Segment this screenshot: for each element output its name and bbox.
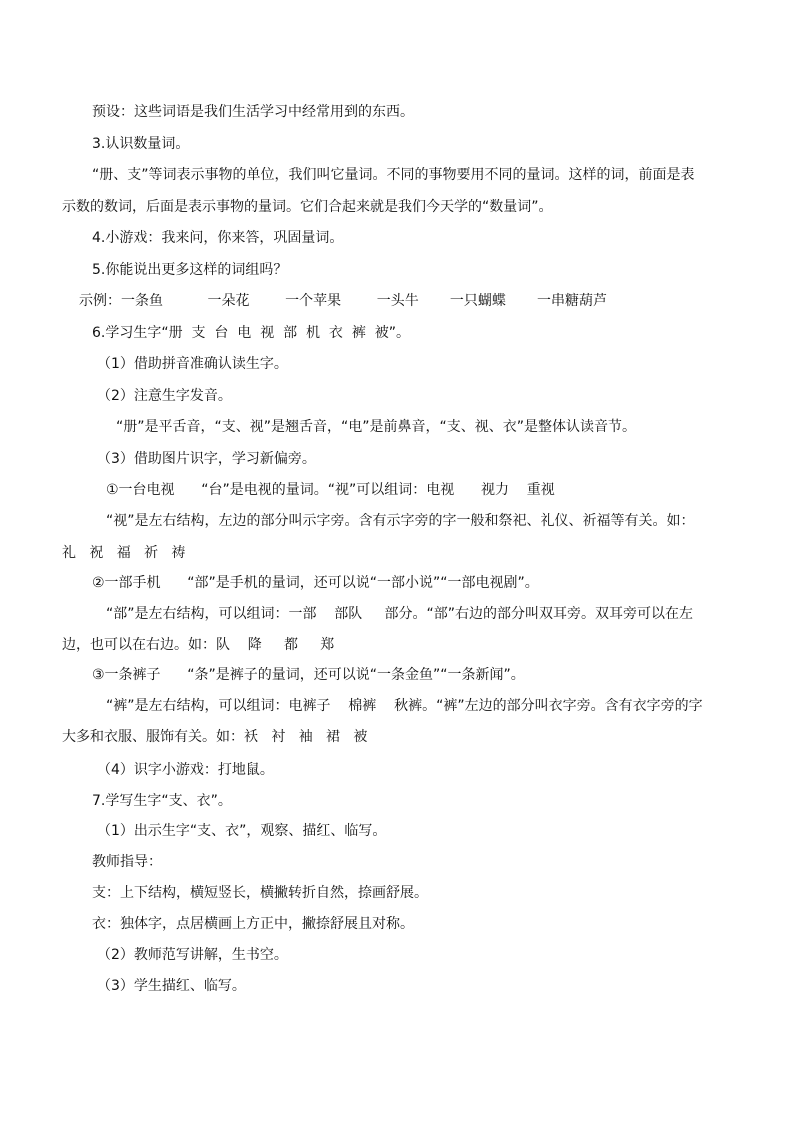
text-line-17: “部”是左右结构，可以组词：一部 部队 部分。“部”右边的部分叫双耳旁。双耳旁可以在左 (106, 606, 694, 622)
text-line-4: 示数的数词，后面是表示事物的量词。它们合起来就是我们今天学的“数量词”。 (62, 199, 553, 215)
text-line-14: “视”是左右结构，左边的部分叫示字旁。含有示字旁的字一般和祭祀、礼仪、祈福等有关。如： (106, 513, 695, 529)
text-line-2: 3.认识数量词。 (92, 136, 190, 152)
text-line-7: 示例：一条鱼 一朵花 一个苹果 一头牛 一只蝴蝶 一串糖葫芦 (79, 293, 608, 309)
text-line-13: ①一台电视 “台”是电视的量词。“视”可以组词：电视 视力 重视 (106, 482, 555, 498)
text-line-8: 6.学习生字“册 支 台 电 视 部 机 衣 裤 被”。 (92, 325, 410, 341)
text-line-22: （4）识字小游戏：打地鼠。 (97, 762, 274, 778)
text-line-25: 教师指导： (92, 854, 162, 870)
text-line-10: （2）注意生字发音。 (97, 388, 232, 404)
text-line-28: （2）教师范写讲解，生书空。 (97, 947, 288, 963)
text-line-26: 支：上下结构，横短竖长，横撇转折自然，捺画舒展。 (92, 885, 428, 901)
text-line-20: “裤”是左右结构，可以组词：电裤子 棉裤 秋裤。“裤”左边的部分叫衣字旁。含有衣字旁的字 (106, 698, 703, 714)
text-line-11: “册”是平舌音，“支、视”是翘舌音，“电”是前鼻音，“支、视、衣”是整体认读音节。 (116, 419, 637, 435)
text-line-1: 预设：这些词语是我们生活学习中经常用到的东西。 (92, 104, 414, 120)
text-line-9: （1）借助拼音准确认读生字。 (97, 356, 288, 372)
text-line-3: “册、支”等词表示事物的单位，我们叫它量词。不同的事物要用不同的量词。这样的词，前面是表 (92, 167, 695, 183)
text-line-24: （1）出示生字“支、衣”，观察、描红、临写。 (97, 823, 387, 839)
text-line-29: （3）学生描红、临写。 (97, 978, 246, 994)
text-line-21: 大多和衣服、服饰有关。如：袄 衬 袖 裙 被 (62, 729, 368, 745)
text-line-12: （3）借助图片识字，学习新偏旁。 (97, 451, 316, 467)
text-line-5: 4.小游戏：我来问，你来答，巩固量词。 (92, 230, 344, 246)
text-line-16: ②一部手机 “部”是手机的量词，还可以说“一部小说”“一部电视剧”。 (92, 575, 539, 591)
text-line-18: 边，也可以在右边。如：队 降 都 郑 (62, 637, 335, 653)
text-line-23: 7.学写生字“支、衣”。 (92, 793, 232, 809)
text-line-15: 礼 祝 福 祈 祷 (62, 545, 186, 561)
text-line-6: 5.你能说出更多这样的词组吗？ (92, 262, 288, 278)
text-line-27: 衣：独体字，点居横画上方正中，撇捺舒展且对称。 (92, 916, 414, 932)
text-line-19: ③一条裤子 “条”是裤子的量词，还可以说“一条金鱼”“一条新闻”。 (92, 667, 525, 683)
